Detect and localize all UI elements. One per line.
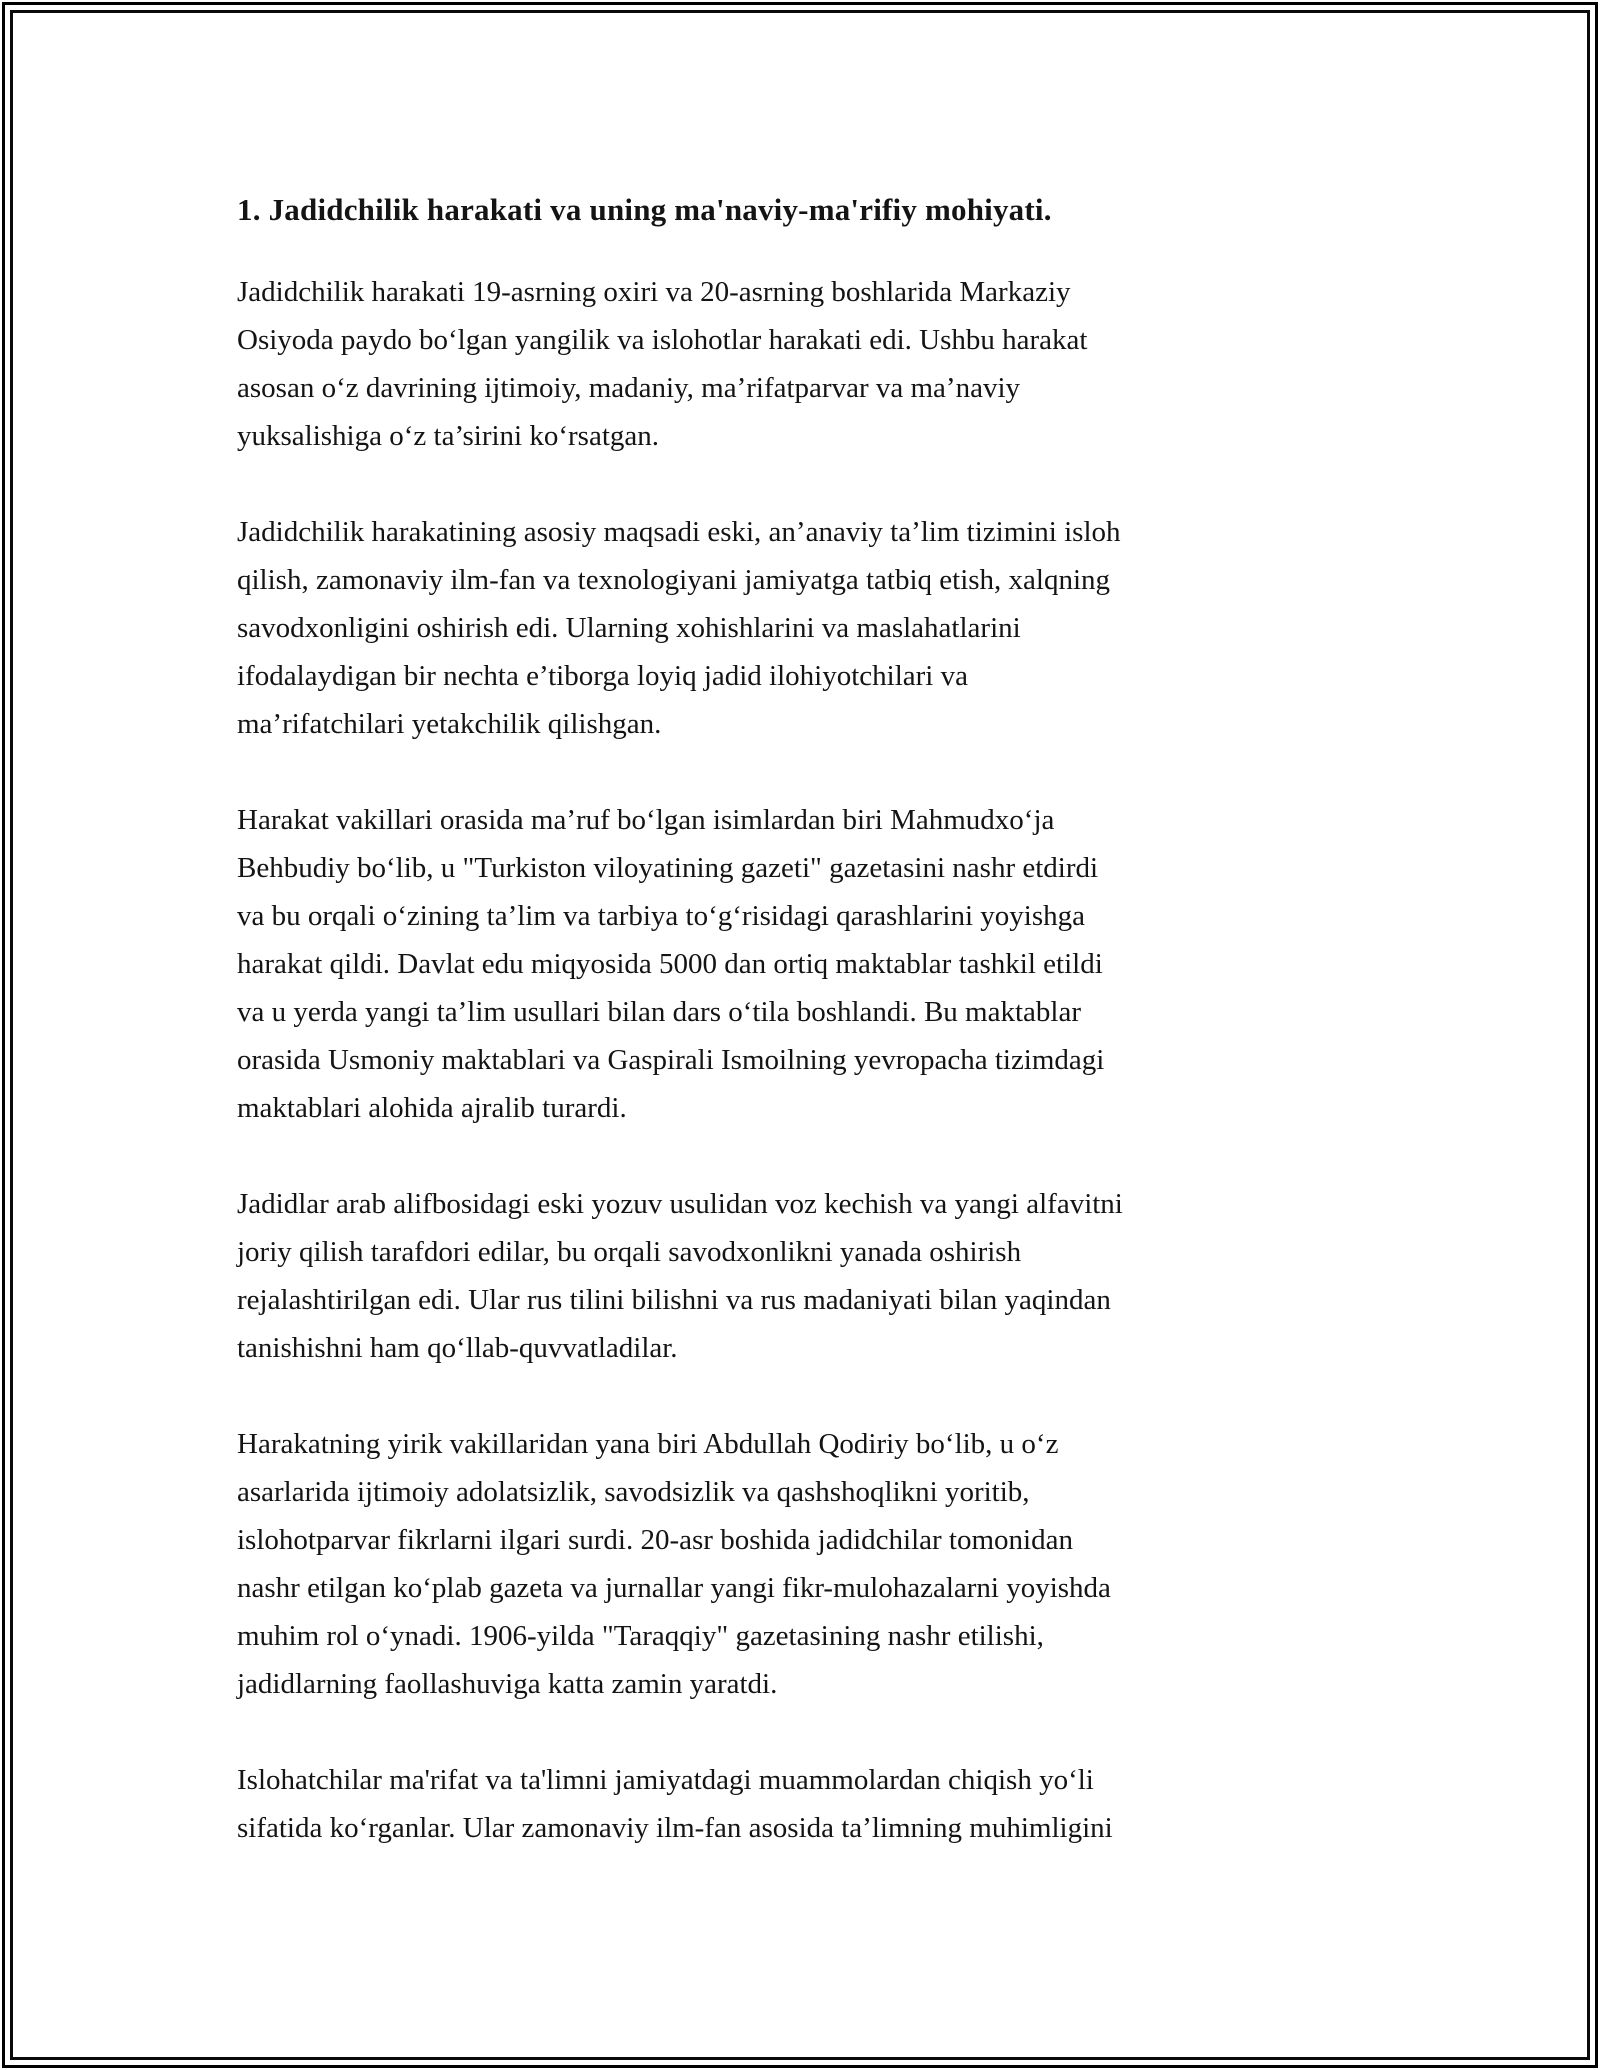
paragraph-3: Harakat vakillari orasida ma’ruf boʻlgan isimlardan biri Mahmudxoʻja Behbudiy boʻlib, u "Turkiston viloyatining gazeti" gazetasini nashr etdirdi va bu orqali oʻzining ta’lim va tarbiya toʻgʻrisidagi qarashlarini yoyishga harakat qildi. Davlat edu miqyosida 5000 dan ortiq maktablar tashkil etildi va u yerda yangi ta’lim usullari bilan dars oʻtila boshlandi. Bu maktablar orasida Usmoniy maktablari va Gaspirali Ismoilning yevropacha tizimdagi maktablari alohida ajralib turardi. xyxy=(237,804,1105,1124)
paragraph-1: Jadidchilik harakati 19-asrning oxiri va 20-asrning boshlarida Markaziy Osiyoda paydo boʻlgan yangilik va islohotlar harakati edi. Ushbu harakat asosan oʻz davrining ijtimoiy, madaniy, ma’rifatparvar va ma’naviy yuksalishiga oʻz ta’sirini koʻrsatgan. xyxy=(237,276,1088,452)
document-content xyxy=(237,0,1417,1900)
paragraph-2: Jadidchilik harakatining asosiy maqsadi eski, an’anaviy ta’lim tizimini isloh qilish, zamonaviy ilm-fan va texnologiyani jamiyatga tatbiq etish, xalqning savodxonligini oshirish edi. Ularning xohishlarini va maslahatlarini ifodalaydigan bir nechta e’tiborga loyiq jadid ilohiyotchilari va ma’rifatchilari yetakchilik qilishgan. xyxy=(237,516,1121,740)
document-title: 1. Jadidchilik harakati va uning ma'naviy-ma'rifiy mohiyati. xyxy=(237,192,1052,227)
paragraph-5: Harakatning yirik vakillaridan yana biri Abdullah Qodiriy boʻlib, u oʻz asarlarida ijtimoiy adolatsizlik, savodsizlik va qashshoqlikni yoritib, islohotparvar fikrlarni ilgari surdi. 20-asr boshida jadidchilar tomonidan nashr etilgan koʻplab gazeta va jurnallar yangi fikr-mulohazalarni yoyishda muhim rol oʻynadi. 1906-yilda "Taraqqiy" gazetasining nashr etilishi, jadidlarning faollashuviga katta zamin yaratdi. xyxy=(237,1428,1111,1700)
paragraph-4: Jadidlar arab alifbosidagi eski yozuv usulidan voz kechish va yangi alfavitni joriy qilish tarafdori edilar, bu orqali savodxonlikni yanada oshirish rejalashtirilgan edi. Ular rus tilini bilishni va rus madaniyati bilan yaqindan tanishishni ham qoʻllab-quvvatladilar. xyxy=(237,1188,1123,1364)
paragraph-6: Islohatchilar ma'rifat va ta'limni jamiyatdagi muammolardan chiqish yoʻli sifatida koʻrganlar. Ular zamonaviy ilm-fan asosida ta’limning muhimligini xyxy=(237,1764,1113,1844)
